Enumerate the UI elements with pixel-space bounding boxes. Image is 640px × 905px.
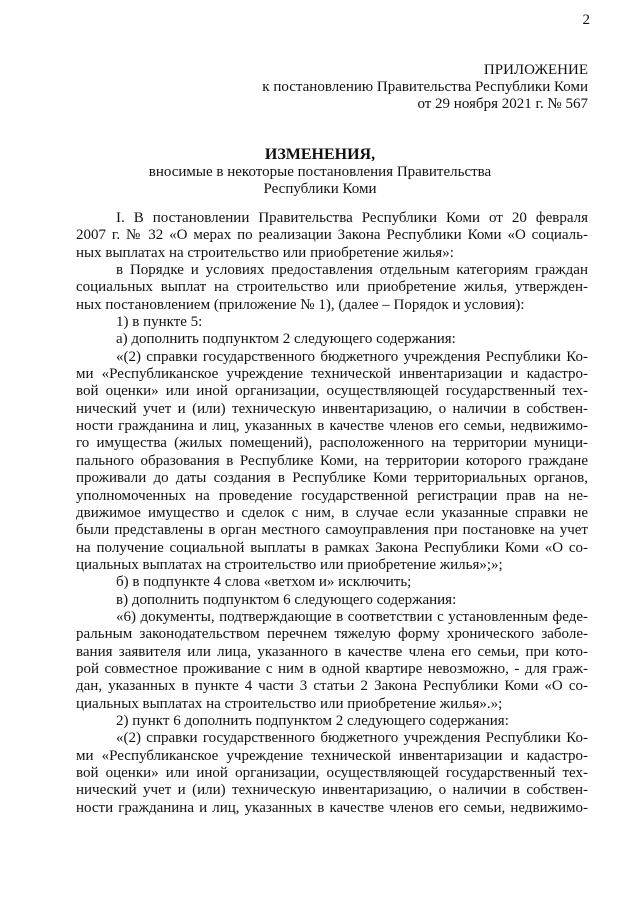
appendix-title: ПРИЛОЖЕНИЕ xyxy=(483,62,588,78)
body-line: вания заявителя или лица, указанного в качестве члена его семьи, при кото- xyxy=(76,643,588,660)
body-line: нический учет и (или) техническую инвентаризацию, о наличии в собствен- xyxy=(76,400,588,417)
body-line: 1) в пункте 5: xyxy=(116,314,203,331)
document-body xyxy=(76,210,588,817)
body-line: пального образования в Республике Коми, на территории которого граждане xyxy=(76,452,588,469)
appendix-line: к постановлению Правительства Республики Коми xyxy=(262,79,588,95)
body-line: проживали до даты создания в Республике Коми территориальных органов, xyxy=(76,470,588,487)
body-line: ности гражданина и лиц, указанных в качестве членов его семьи, недвижимо- xyxy=(76,799,588,816)
body-line: 2007 г. № 32 «О мерах по реализации Закона Республики Коми «О социаль- xyxy=(76,227,588,244)
heading-subtitle: вносимые в некоторые постановления Правительства xyxy=(148,164,492,180)
body-line: движимое имущество и сделок с ним, в случае если указанные справки не xyxy=(76,504,588,521)
body-line: «(2) справки государственного бюджетного учреждения Республики Ко- xyxy=(116,730,588,747)
appendix-line: от 29 ноября 2021 г. № 567 xyxy=(417,96,588,112)
heading-title: ИЗМЕНЕНИЯ, xyxy=(264,146,376,163)
appendix-block xyxy=(208,62,588,113)
body-line: ми «Республиканское учреждение технической инвентаризации и кадастро- xyxy=(76,366,588,383)
body-line: социальных выплат на строительство или приобретение жилья, утвержден- xyxy=(76,279,588,296)
body-line: уполномоченных на проведение государственной регистрации прав на не- xyxy=(76,487,588,504)
body-line: «6) документы, подтверждающие в соответствии с установленным феде- xyxy=(116,608,588,625)
page-number: 2 xyxy=(582,12,590,28)
body-line: циальных выплатах на строительство или приобретение жилья».»; xyxy=(76,695,503,712)
body-line: ности гражданина и лиц, указанных в качестве членов его семьи, недвижимо- xyxy=(76,418,588,435)
heading-subtitle: Республики Коми xyxy=(263,181,377,197)
body-line: ных постановлением (приложение № 1), (далее – Порядок и условия): xyxy=(76,296,525,313)
body-line: вой оценки» или иной организации, осуществляющей государственный тех- xyxy=(76,765,588,781)
body-line: ных выплатах на строительство или приобретение жилья»: xyxy=(76,244,454,261)
body-line: го имущества (жилых помещений), расположенного на территории муници- xyxy=(76,435,588,452)
body-line: в) дополнить подпунктом 6 следующего содержания: xyxy=(116,591,457,608)
body-line: «(2) справки государственного бюджетного учреждения Республики Ко- xyxy=(116,348,588,365)
body-line: вой оценки» или иной организации, осуществляющей государственный тех- xyxy=(76,383,588,400)
body-line: в Порядке и условиях предоставления отдельным категориям граждан xyxy=(116,262,588,279)
body-line: ми «Республиканское учреждение технической инвентаризации и кадастро- xyxy=(76,747,588,764)
body-line: были представлены в орган местного самоуправления при постановке на учет xyxy=(76,522,588,539)
body-line: 2) пункт 6 дополнить подпунктом 2 следующего содержания: xyxy=(116,712,509,729)
body-line: циальных выплатах на строительство или приобретение жилья»;»; xyxy=(76,556,503,573)
body-line: на получение социальной выплаты в рамках Закона Республики Коми «О со- xyxy=(76,539,588,556)
body-line: ральным законодательством перечнем тяжелую форму хронического заболе- xyxy=(76,626,588,643)
body-line: I. В постановлении Правительства Республики Коми от 20 февраля xyxy=(116,210,588,226)
body-line: б) в подпункте 4 слова «ветхом и» исключить; xyxy=(116,574,412,591)
body-line: рой совместное проживание с ним в одной квартире невозможно, - для граж- xyxy=(76,660,588,677)
body-line: дан, указанных в пункте 4 части 3 статьи 2 Закона Республики Коми «О со- xyxy=(76,678,588,695)
body-line: а) дополнить подпунктом 2 следующего содержания: xyxy=(116,331,456,348)
body-line: нический учет и (или) техническую инвентаризацию, о наличии в собствен- xyxy=(76,782,588,799)
document-heading xyxy=(0,146,640,198)
